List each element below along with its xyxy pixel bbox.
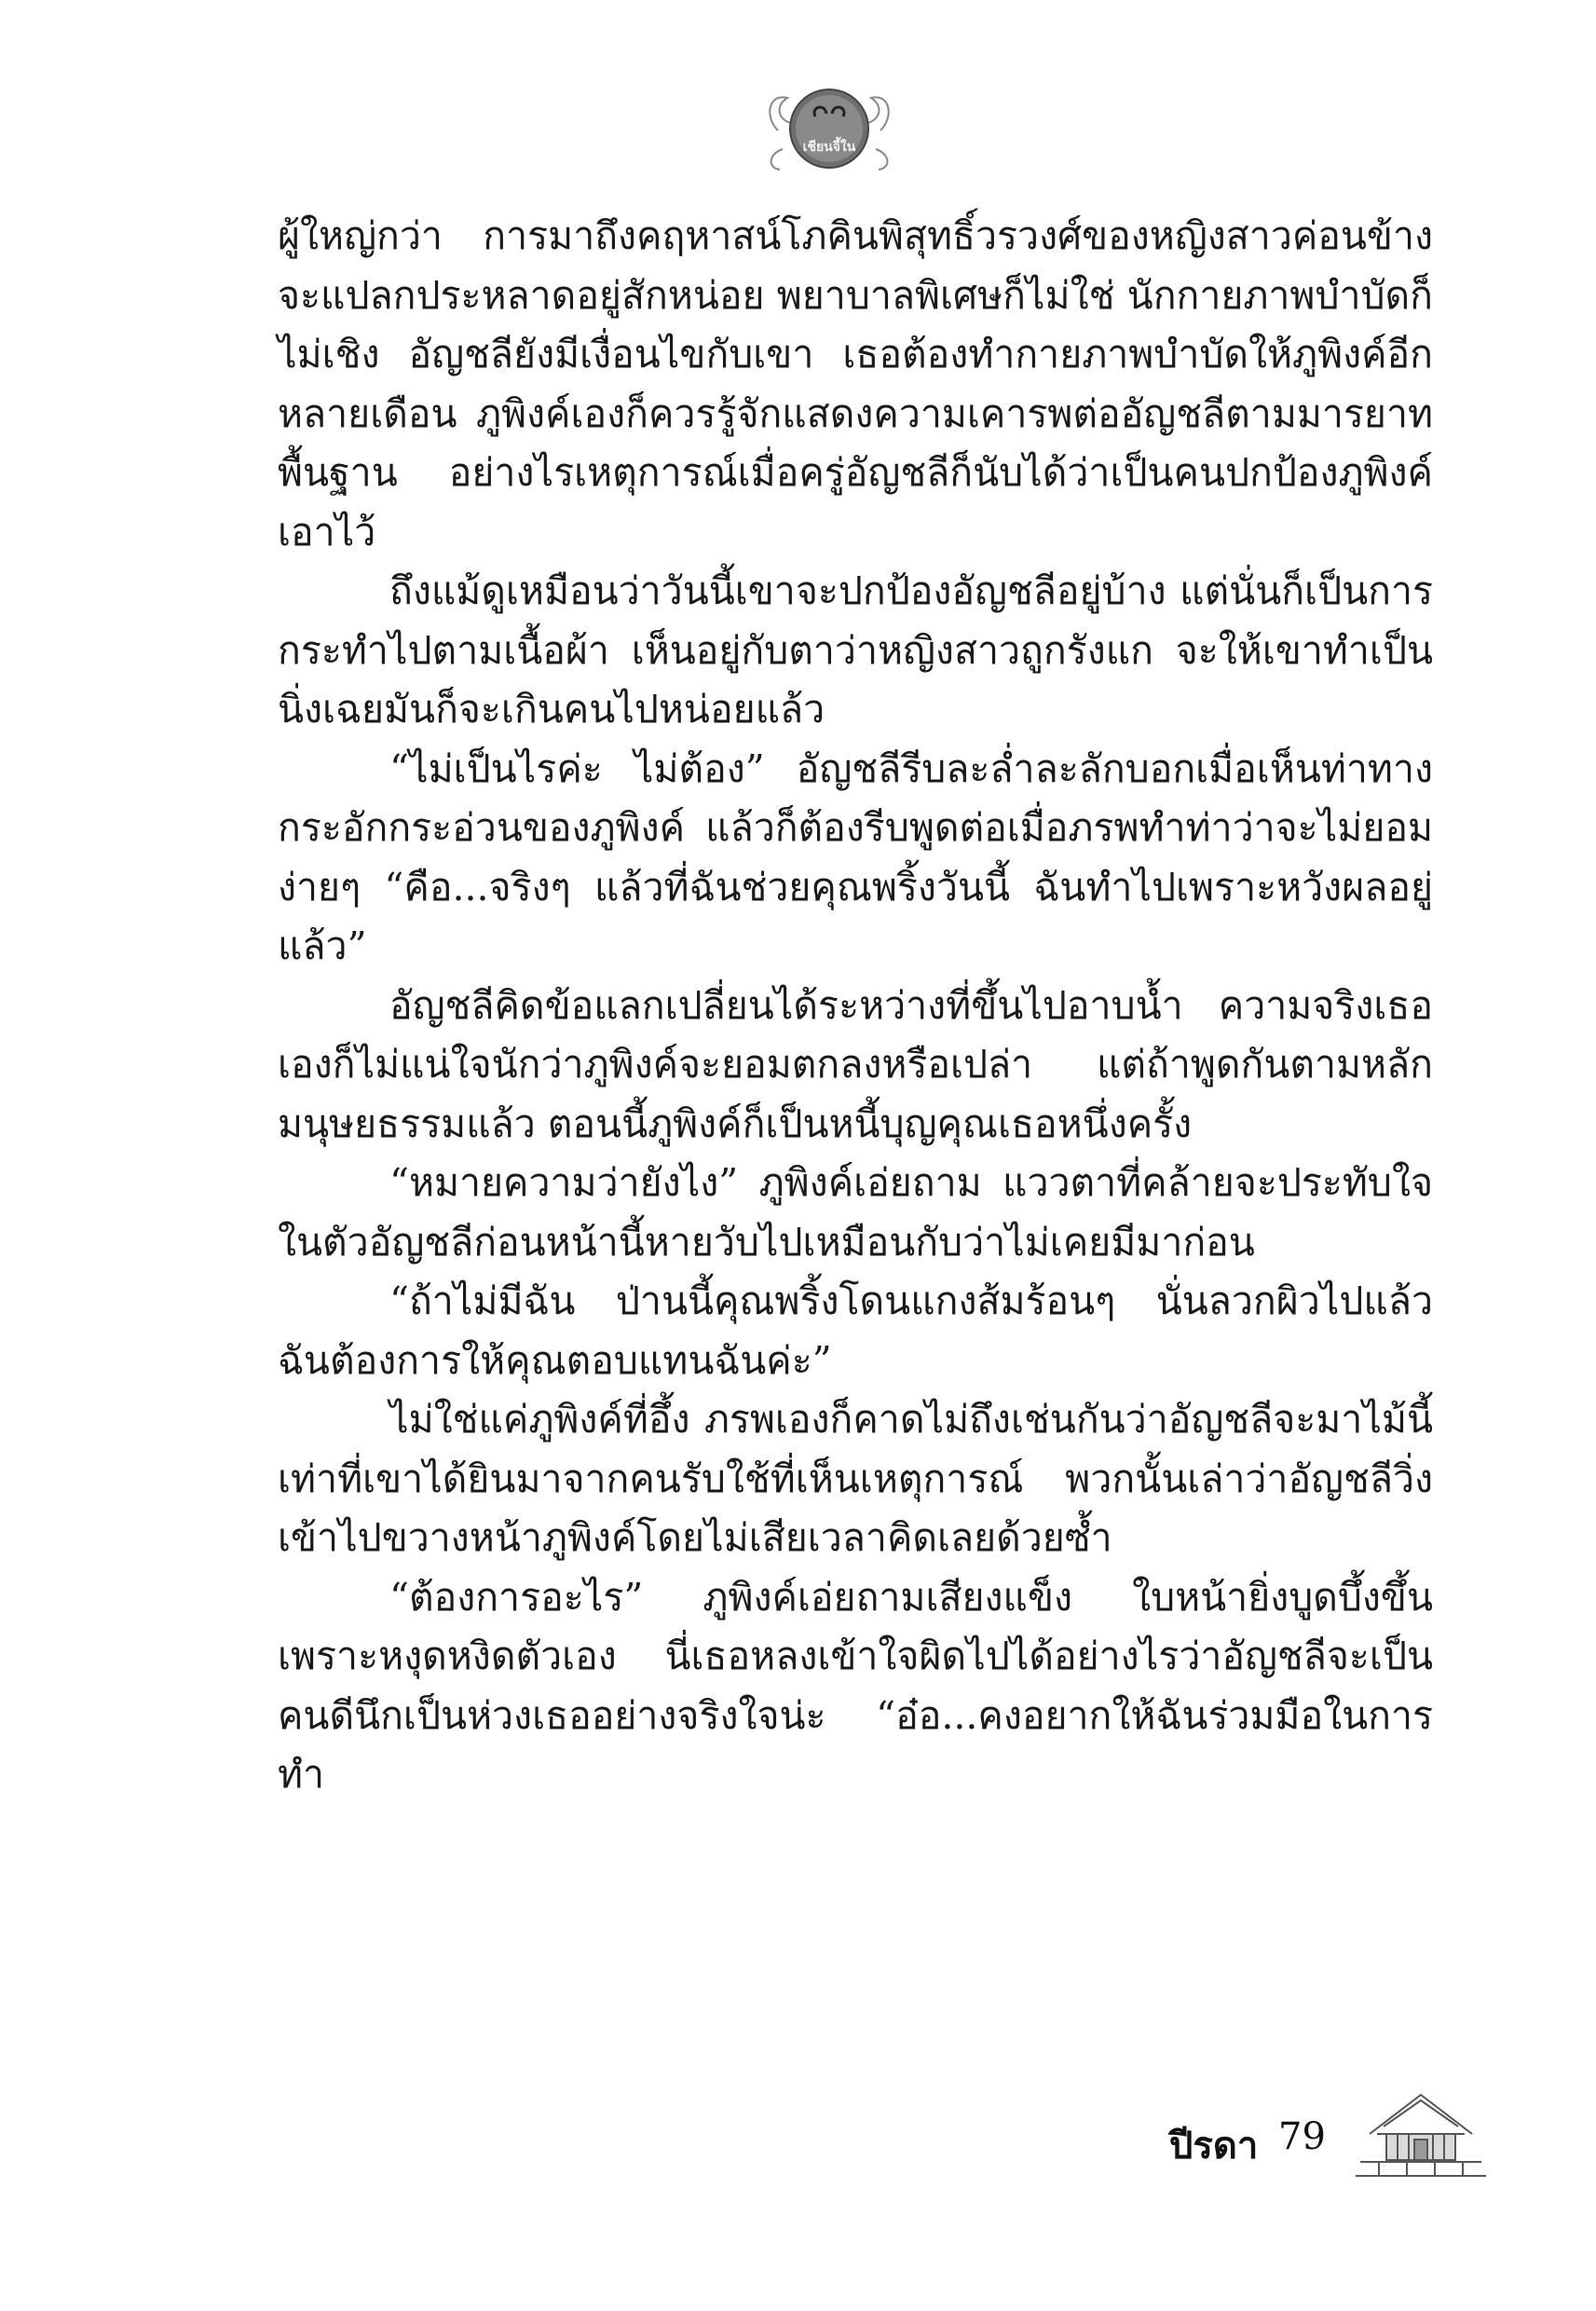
paragraph: ไม่ใช่แค่ภูพิงค์ที่อึ้ง ภรพเองก็คาดไม่ถึงเช่นกันว่าอัญชลีจะมาไม้นี้ เท่าที่เขาได้ยินมาจากคนรับใช้ที่เห็นเหตุการณ์ พวกนั้นเล่าว่าอัญชลีวิ่งเข้าไปขวางหน้าภูพิงค์โดยไม่เสียเวลาคิดเลยด้วยซ้ำ	[278, 1397, 1433, 1560]
body-text	[278, 207, 1433, 1805]
footer-book-title: ปีรดา	[1169, 2125, 1259, 2167]
paragraph: ผู้ใหญ่กว่า การมาถึงคฤหาสน์โภคินพิสุทธิ์วรวงศ์ของหญิงสาวค่อนข้างจะแปลกประหลาดอยู่สักหน่อย พยาบาลพิเศษก็ไม่ใช่ นักกายภาพบำบัดก็ไม่เชิง อัญชลียังมีเงื่อนไขกับเขา เธอต้องทำกายภาพบำบัดให้ภูพิงค์อีกหลายเดือน ภูพิงค์เองก็ควรรู้จักแสดงความเคารพต่ออัญชลีตามมารยาทพื้นฐาน อย่างไรเหตุการณ์เมื่อครู่อัญชลีก็นับได้ว่าเป็นคนปกป้องภูพิงค์เอาไว้	[278, 213, 1433, 554]
thai-house-icon	[1351, 2087, 1491, 2181]
paragraph: “ไม่เป็นไรค่ะ ไม่ต้อง” อัญชลีรีบละล่ำละลักบอกเมื่อเห็นท่าทางกระอักกระอ่วนของภูพิงค์ แล้วก็ต้องรีบพูดต่อเมื่อภรพทำท่าว่าจะไม่ยอมง่ายๆ “คือ...จริงๆ แล้วที่ฉันช่วยคุณพริ้งวันนี้ ฉันทำไปเพราะหวังผลอยู่แล้ว”	[278, 745, 1433, 968]
paragraph: “ต้องการอะไร” ภูพิงค์เอ่ยถามเสียงแข็ง ใบหน้ายิ่งบูดบึ้งขึ้นเพราะหงุดหงิดตัวเอง นี่เธอหลงเข้าใจผิดไปได้อย่างไรว่าอัญชลีจะเป็นคนดีนึกเป็นห่วงเธออย่างจริงใจน่ะ “อ๋อ...คงอยากให้ฉันร่วมมือในการทำ	[278, 1574, 1433, 1797]
paragraph: “หมายความว่ายังไง” ภูพิงค์เอ่ยถาม แววตาที่คล้ายจะประทับใจในตัวอัญชลีก่อนหน้านี้หายวับไปเหมือนกับว่าไม่เคยมีมาก่อน	[278, 1160, 1433, 1265]
paragraph: ถึงแม้ดูเหมือนว่าวันนี้เขาจะปกป้องอัญชลีอยู่บ้าง แต่นั่นก็เป็นการกระทำไปตามเนื้อผ้า เห็นอยู่กับตาว่าหญิงสาวถูกรังแก จะให้เขาทำเป็นนิ่งเฉยมันก็จะเกินคนไปหน่อยแล้ว	[278, 568, 1433, 732]
paragraph: “ถ้าไม่มีฉัน ป่านนี้คุณพริ้งโดนแกงส้มร้อนๆ นั่นลวกผิวไปแล้ว ฉันต้องการให้คุณตอบแทนฉันค่ะ”	[278, 1279, 1433, 1383]
logo-text: เชียนจี้ใน	[802, 140, 856, 155]
emblem-logo-icon	[759, 65, 899, 186]
page-number: 79	[1278, 2115, 1326, 2158]
paragraph: อัญชลีคิดข้อแลกเปลี่ยนได้ระหว่างที่ขึ้นไปอาบน้ำ ความจริงเธอเองก็ไม่แน่ใจนักว่าภูพิงค์จะยอมตกลงหรือเปล่า แต่ถ้าพูดกันตามหลักมนุษยธรรมแล้ว ตอนนี้ภูพิงค์ก็เป็นหนี้บุญคุณเธอหนึ่งครั้ง	[278, 982, 1433, 1146]
